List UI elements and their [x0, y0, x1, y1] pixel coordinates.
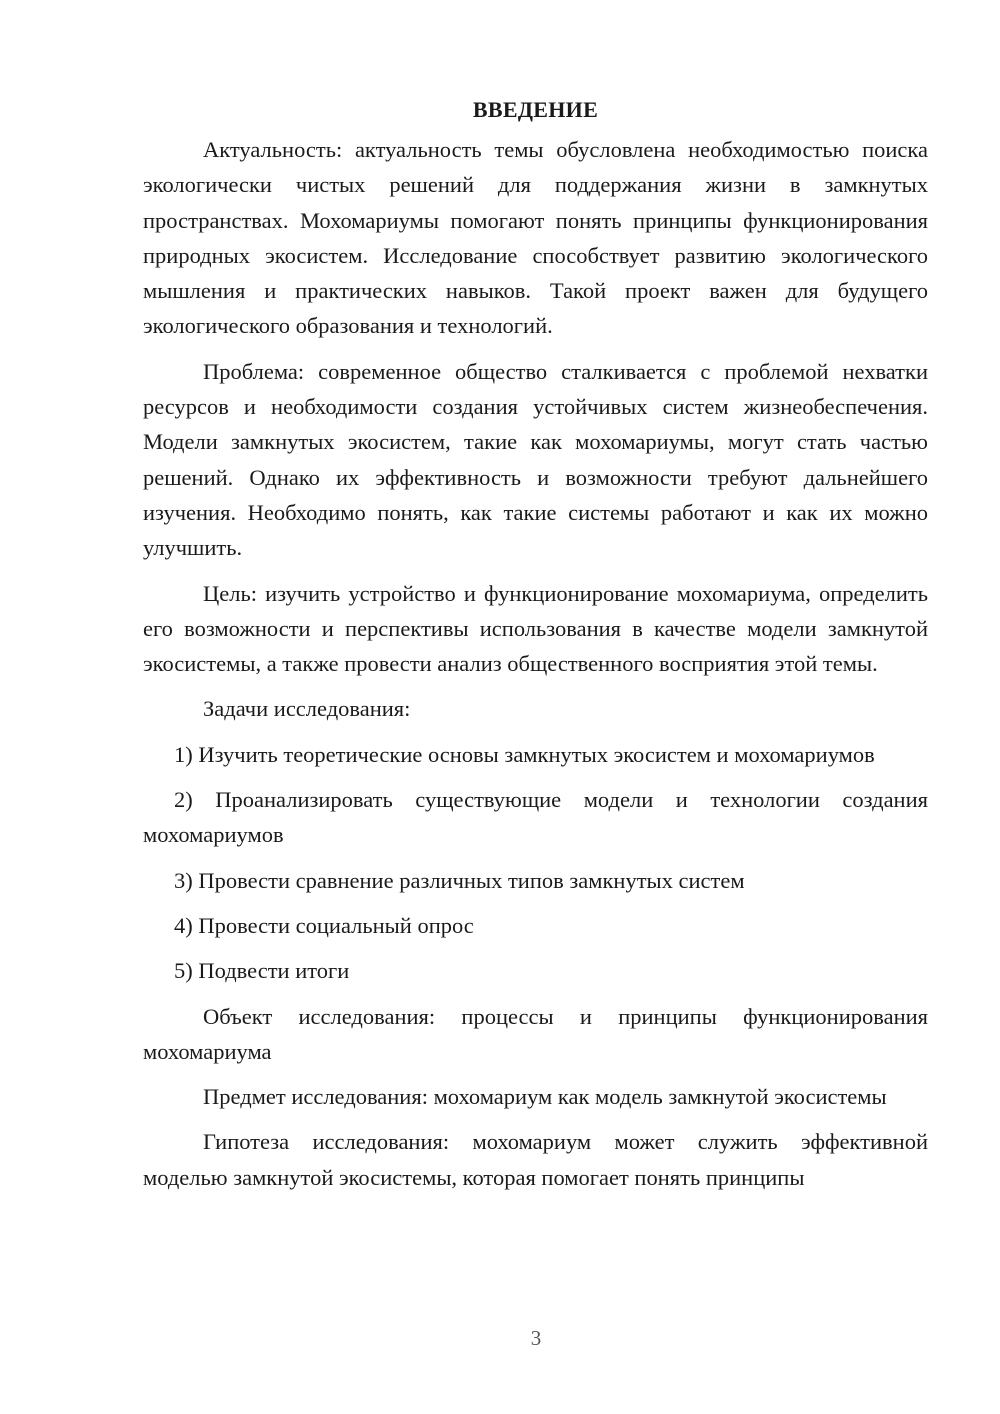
document-page — [143, 92, 928, 1195]
list-item: 4) Провести социальный опрос — [174, 912, 474, 938]
list-item: 1) Изучить теоретические основы замкнутых экосистем и мохомариумов — [174, 741, 875, 767]
list-item: 5) Подвести итоги — [174, 958, 350, 984]
paragraph-relevance: Актуальность: актуальность темы обусловлена необходимостью поиска экологически чистых решений для поддержания жизни в замкнутых пространствах. Мохомариумы помогают понять принципы функционирования природных экосистем. Исследование способствует развитию экологического мышления и практических навыков. Такой проект важен для будущего экологического образования и технологий. — [143, 137, 928, 339]
list-item: 3) Провести сравнение различных типов замкнутых систем — [174, 867, 745, 893]
paragraph-goal: Цель: изучить устройство и функционирование мохомариума, определить его возможности и перспективы использования в качестве модели замкнутой экосистемы, а также провести анализ общественного восприятия этой темы. — [143, 580, 928, 677]
paragraph-hypothesis: Гипотеза исследования: мохомариум может служить эффективной моделью замкнутой экосистемы, которая помогает понять принципы — [143, 1129, 928, 1190]
paragraph-object: Объект исследования: процессы и принципы функционирования мохомариума — [143, 1003, 928, 1064]
tasks-heading: Задачи исследования: — [203, 696, 411, 722]
list-item: 2) Проанализировать существующие модели и технологии создания мохомариумов — [143, 787, 928, 848]
paragraph-subject: Предмет исследования: мохомариум как модель замкнутой экосистемы — [203, 1084, 887, 1110]
section-title: ВВЕДЕНИЕ — [472, 97, 599, 122]
page-number: 3 — [530, 1326, 542, 1350]
paragraph-problem: Проблема: современное общество сталкивается с проблемой нехватки ресурсов и необходимости создания устойчивых систем жизнеобеспечения. Модели замкнутых экосистем, такие как мохомариумы, могут стать частью решений. Однако их эффективность и возможности требуют дальнейшего изучения. Необходимо понять, как такие системы работают и как их можно улучшить. — [143, 358, 928, 561]
